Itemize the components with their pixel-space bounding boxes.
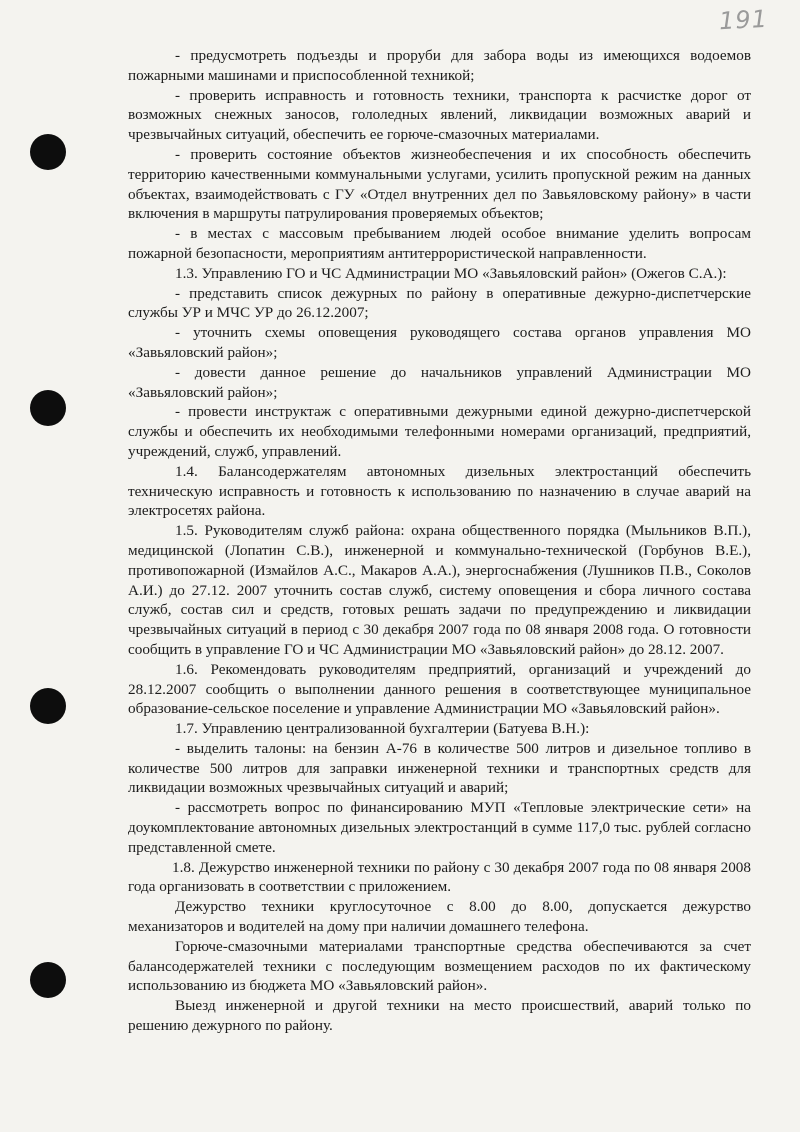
paragraph: - уточнить схемы оповещения руководящего состава органов управления МО «Завьяловский район»; [128, 324, 751, 361]
document-body [128, 46, 751, 1036]
paragraph: - проверить исправность и готовность техники, транспорта к расчистке дорог от возможных снежных заносов, гололедных явлений, ликвидации возможных аварий и чрезвычайных ситуаций, обеспечить ее горюче-смазочных материалами. [128, 86, 751, 144]
punch-hole-2 [30, 390, 66, 426]
punch-hole-3 [30, 688, 66, 724]
paragraph: 1.3. Управлению ГО и ЧС Администрации МО «Завьяловский район» (Ожегов С.А.): [175, 264, 727, 282]
paragraph: Дежурство техники круглосуточное с 8.00 до 8.00, допускается дежурство механизаторов и водителей на дому при наличии домашнего телефона. [128, 898, 751, 936]
handwritten-page-number: 191 [718, 4, 769, 36]
paragraph: 1.7. Управлению централизованной бухгалтерии (Батуева В.Н.): [175, 720, 590, 738]
paragraph: - предусмотреть подъезды и проруби для забора воды из имеющихся водоемов пожарными машинами и приспособленной техникой; [128, 47, 751, 84]
paragraph: Выезд инженерной и другой техники на место происшествий, аварий только по решению дежурного по району. [128, 997, 751, 1035]
paragraph: - рассмотреть вопрос по финансированию МУП «Тепловые электрические сети» на доукомплектование автономных дизельных электростанций в сумме 117,0 тыс. рублей согласно представленной смете. [128, 799, 751, 856]
paragraph: 1.4. Балансодержателям автономных дизельных электростанций обеспечить техническую исправность и готовность к использованию по назначению в случае аварий на электросетях района. [128, 462, 751, 520]
paragraph: 1.5. Руководителям служб района: охрана общественного порядка (Мыльников В.П.), медицинской (Лопатин С.В.), инженерной и коммунально-технической (Горбунов В.Е.), противопожарной (Измайлов А.С., Макаров А.А.), энергоснабжения (Лушников П.В., Соколов А.И.) до 27.12. 2007 уточнить состав служб, систему оповещения и сбора личного состава служб, состав сил и средств, готовых решать задачи по предупреждению и ликвидации чрезвычайных ситуаций в период с 30 декабря 2007 года по 08 января 2008 года. О готовности сообщить в управление ГО и ЧС Администрации МО «Завьяловский район» до 28.12. 2007. [128, 522, 751, 658]
paragraph: Горюче-смазочными материалами транспортные средства обеспечиваются за счет балансодержателей техники с последующим возмещением расходов по их фактическому использованию из бюджета МО «Завьяловский район». [128, 937, 751, 995]
paragraph: - проверить состояние объектов жизнеобеспечения и их способность обеспечить территорию качественными коммунальными услугами, усилить пропускной режим на данных объектах, взаимодействовать с ГУ «Отдел внутренних дел по Завьяловскому району» в части включения в маршруты патрулирования проверяемых объектов; [128, 145, 751, 223]
paragraph: - в местах с массовым пребыванием людей особое внимание уделить вопросам пожарной безопасности, мероприятиям антитеррористической направленности. [128, 225, 751, 262]
punch-hole-1 [30, 134, 66, 170]
paragraph: - представить список дежурных по району в оперативные дежурно-диспетчерские службы УР и МЧС УР до 26.12.2007; [128, 284, 751, 322]
punch-hole-4 [30, 962, 66, 998]
paragraph: - довести данное решение до начальников управлений Администрации МО «Завьяловский район»; [128, 363, 751, 401]
paragraph: - выделить талоны: на бензин А-76 в количестве 500 литров и дизельное топливо в количестве 500 литров для заправки инженерной техники и транспортных средств для ликвидации возможных чрезвычайных ситуаций и аварий; [128, 739, 751, 797]
paragraph: - провести инструктаж с оперативными дежурными единой дежурно-диспетчерской службы и обеспечить их необходимыми телефонными номерами организаций, предприятий, учреждений, служб, управлений. [128, 403, 751, 460]
paragraph: 1.8. Дежурство инженерной техники по району с 30 декабря 2007 года по 08 января 2008 года организовать в соответствии с приложением. [128, 858, 751, 896]
paragraph: 1.6. Рекомендовать руководителям предприятий, организаций и учреждений до 28.12.2007 сообщить о выполнении данного решения в соответствующее муниципальное образование-сельское поселение и управление Администрации МО «Завьяловский район». [128, 660, 751, 718]
